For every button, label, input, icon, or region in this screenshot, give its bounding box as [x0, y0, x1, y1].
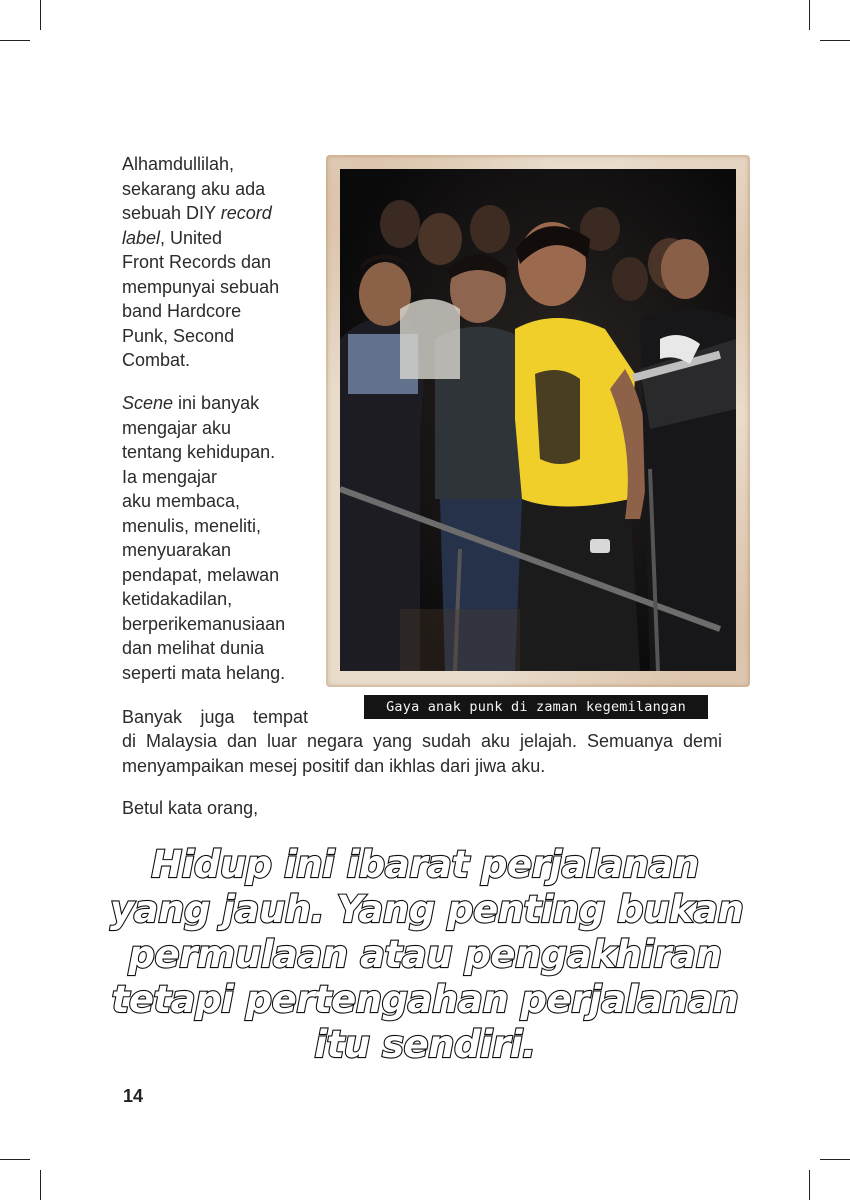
text-line: Front Records dan: [122, 252, 272, 272]
text-line: [122, 201, 317, 226]
text-line: mengajar aku: [122, 417, 232, 438]
text-line: ketidakadilan,: [122, 589, 233, 609]
text-line: menulis, meneliti,: [122, 515, 262, 536]
text-line: tentang kehidupan.: [122, 442, 276, 462]
page-number: 14: [123, 1086, 144, 1106]
concert-crowd-illustration: [340, 169, 736, 671]
text-line: band Hardcore: [122, 301, 242, 321]
intro-paragraph: [122, 152, 317, 373]
crop-mark: [40, 0, 41, 30]
text-line: Alhamdullilah,: [122, 154, 235, 174]
text-line: di Malaysia dan luar negara yang sudah aku jelajah. Semuanya demi: [122, 731, 722, 751]
text-line: pendapat, melawan: [122, 564, 280, 585]
pull-quote: [110, 842, 744, 1067]
crop-mark: [809, 1170, 810, 1200]
text-line: Ia mengajar: [122, 466, 218, 487]
text-fragment: tempat: [252, 707, 308, 727]
text-line: [122, 226, 317, 251]
scene-paragraph: [122, 391, 317, 685]
crop-mark: [809, 0, 810, 30]
quote-line: permulaan atau pengakhiran: [128, 933, 722, 976]
text-line: [122, 391, 317, 416]
text-line: aku membaca,: [122, 491, 241, 511]
italic-text: record: [220, 203, 272, 223]
text-line: Punk, Second: [122, 325, 235, 346]
crop-mark: [40, 1170, 41, 1200]
crop-mark: [820, 1159, 850, 1160]
quote-line: Hidup ini ibarat perjalanan: [151, 843, 699, 886]
text-line: seperti mata helang.: [122, 662, 286, 683]
photo-frame: [326, 155, 750, 687]
text-fragment: sebuah DIY: [122, 203, 221, 223]
lead-in-text: Betul kata orang,: [122, 798, 259, 818]
text-fragment: , United: [160, 227, 223, 248]
italic-text: label: [122, 227, 161, 248]
text-fragment: juga: [200, 707, 235, 727]
text-line: sekarang aku ada: [122, 178, 266, 199]
text-line: menyuarakan: [122, 540, 232, 560]
quote-line: itu sendiri.: [314, 1023, 536, 1066]
photo-caption: Gaya anak punk di zaman kegemilangan: [364, 695, 708, 719]
text-fragment: ini banyak: [173, 393, 260, 413]
crop-mark: [820, 40, 850, 41]
quote-line: tetapi pertengahan perjalanan: [111, 978, 739, 1021]
travel-paragraph-first-line: [122, 705, 308, 730]
italic-text: Scene: [122, 393, 174, 413]
text-line: Combat.: [122, 350, 191, 370]
crop-mark: [0, 40, 30, 41]
crop-mark: [0, 1159, 30, 1160]
band-photo: [340, 169, 736, 671]
text-fragment: Banyak: [122, 707, 183, 727]
text-line: berperikemanusiaan: [122, 613, 286, 634]
text-line: dan melihat dunia: [122, 638, 265, 658]
travel-paragraph: [122, 729, 722, 778]
text-line: menyampaikan mesej positif dan ikhlas dari jiwa aku.: [122, 755, 546, 776]
quote-line: yang jauh. Yang penting bukan: [110, 888, 744, 931]
text-line: mempunyai sebuah: [122, 276, 280, 297]
